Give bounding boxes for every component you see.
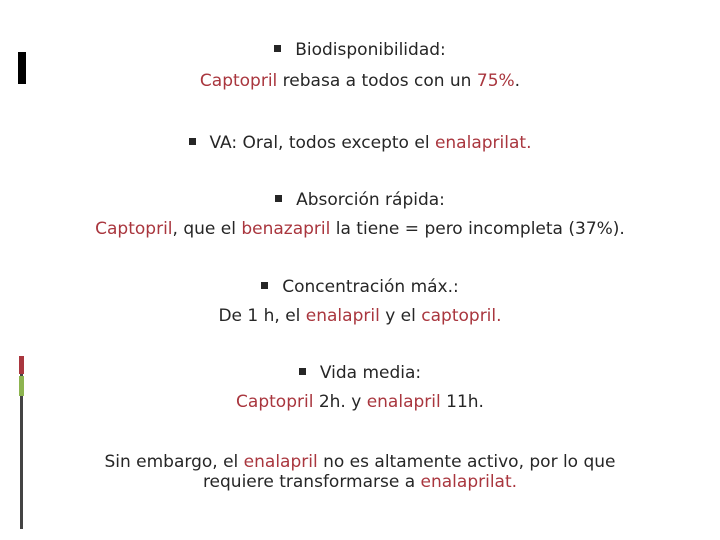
item-va xyxy=(0,132,720,154)
square-bullet-icon xyxy=(299,368,306,375)
note-text: Sin embargo, el xyxy=(104,452,244,472)
detail-text: Oral, todos excepto el xyxy=(237,133,435,153)
item-biodisponibilidad-detail xyxy=(0,70,720,92)
detail-text: 11h. xyxy=(440,392,484,412)
drug-name: enalaprilat xyxy=(434,133,527,153)
detail-text: rebasa a todos con un xyxy=(277,71,477,91)
drug-name: enalapril xyxy=(366,392,441,412)
detail-text: . xyxy=(526,133,532,153)
note-text: no es altamente activo, por lo que xyxy=(317,452,616,472)
detail-text: . xyxy=(514,71,521,91)
square-bullet-icon xyxy=(261,282,268,289)
item-vida-media-detail xyxy=(0,391,720,413)
drug-name: Captopril xyxy=(199,71,278,91)
square-bullet-icon xyxy=(189,138,196,145)
heading-text: Concentración máx.: xyxy=(282,277,459,297)
item-biodisponibilidad-heading xyxy=(0,39,720,61)
drug-name: captopril xyxy=(421,306,497,326)
square-bullet-icon xyxy=(275,195,282,202)
drug-name: enalapril xyxy=(305,306,380,326)
detail-text: 2h. y xyxy=(313,392,367,412)
detail-text: De 1 h, el xyxy=(218,306,306,326)
note-text: requiere transformarse a xyxy=(202,472,421,492)
detail-text: la tiene = pero incompleta (37%). xyxy=(330,219,625,239)
note-text: . xyxy=(511,472,518,492)
item-vida-media-heading xyxy=(0,362,720,384)
note-line-1 xyxy=(0,451,720,473)
drug-name: benazapril xyxy=(241,219,331,239)
item-concentracion-heading xyxy=(0,276,720,298)
detail-text: . xyxy=(496,306,502,326)
heading-text: Biodisponibilidad: xyxy=(295,40,446,60)
drug-name: Captopril xyxy=(236,392,314,412)
item-concentracion-detail xyxy=(0,305,720,327)
detail-text: y el xyxy=(379,306,422,326)
drug-name: enalaprilat xyxy=(420,472,512,492)
heading-text: Absorción rápida: xyxy=(296,190,445,210)
heading-text: Vida media: xyxy=(319,363,422,383)
item-absorcion-heading xyxy=(0,189,720,211)
note-line-2 xyxy=(0,471,720,493)
detail-text: , que el xyxy=(172,219,242,239)
percentage: 75% xyxy=(476,71,515,91)
heading-text: VA: xyxy=(209,133,238,153)
square-bullet-icon xyxy=(274,45,281,52)
drug-name: enalapril xyxy=(243,452,318,472)
item-absorcion-detail xyxy=(0,218,720,240)
drug-name: Captopril xyxy=(95,219,173,239)
